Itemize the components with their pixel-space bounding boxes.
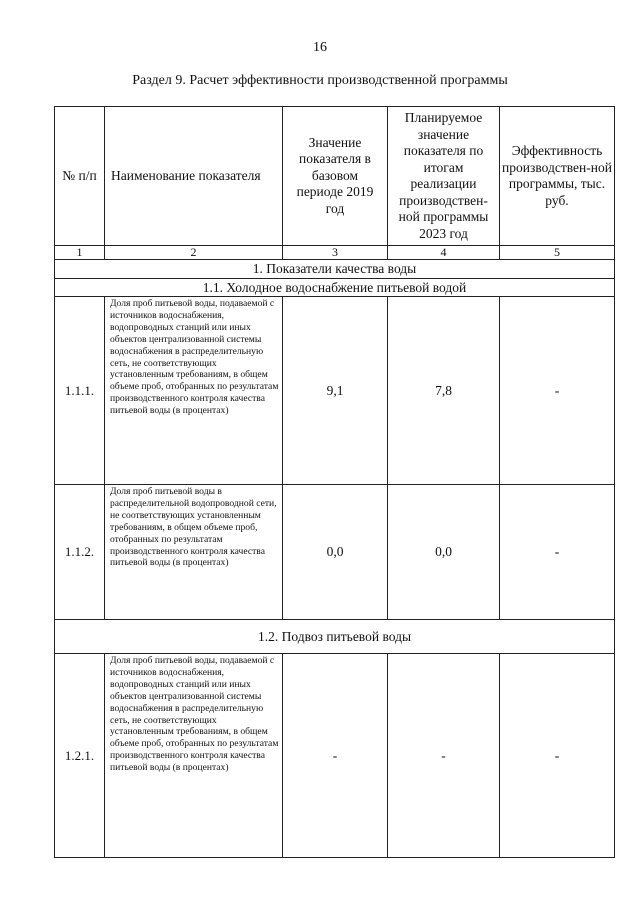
planned-value: - <box>388 654 500 858</box>
base-value: 0,0 <box>283 485 388 620</box>
planned-value: 7,8 <box>388 297 500 485</box>
page-number: 16 <box>313 40 327 55</box>
header-number: № п/п <box>55 107 105 246</box>
column-numbers-row <box>55 246 615 260</box>
subsection-heading: 1.2. Подвоз питьевой воды <box>55 620 615 654</box>
efficiency-value: - <box>500 297 615 485</box>
section-title: Раздел 9. Расчет эффективности производственной программы <box>132 73 508 88</box>
indicator-name: Доля проб питьевой воды, подаваемой с источников водоснабжения, водопроводных станций или иных объектов централизованной системы водоснабжения в распределительную сеть, не соответствующих установленным требованиям, в общем объеме проб, отобранных по результатам производственного контроля качества питьевой воды (в процентах) <box>105 654 283 858</box>
table-row <box>55 485 615 620</box>
header-planned-value: Планируемое значение показателя по итогам реализации производствен-ной программы 2023 год <box>388 107 500 246</box>
subsection-row <box>55 279 615 297</box>
section-row <box>55 260 615 279</box>
column-number: 3 <box>283 246 388 260</box>
column-number: 4 <box>388 246 500 260</box>
planned-value: 0,0 <box>388 485 500 620</box>
column-number: 2 <box>105 246 283 260</box>
table-row <box>55 297 615 485</box>
header-name: Наименование показателя <box>105 107 283 246</box>
table-row <box>55 654 615 858</box>
header-efficiency: Эффективность производствен-ной программы, тыс. руб. <box>500 107 615 246</box>
table-header-row <box>55 107 615 246</box>
efficiency-value: - <box>500 654 615 858</box>
header-base-value: Значение показателя в базовом периоде 2019 год <box>283 107 388 246</box>
row-number: 1.1.1. <box>55 297 105 485</box>
indicator-name: Доля проб питьевой воды в распределительной водопроводной сети, не соответствующих установленным требованиям, в общем объеме проб, отобранных по результатам производственного контроля качества питьевой воды (в процентах) <box>105 485 283 620</box>
base-value: 9,1 <box>283 297 388 485</box>
column-number: 1 <box>55 246 105 260</box>
subsection-row <box>55 620 615 654</box>
efficiency-table <box>54 106 615 858</box>
subsection-heading: 1.1. Холодное водоснабжение питьевой водой <box>55 279 615 297</box>
efficiency-value: - <box>500 485 615 620</box>
column-number: 5 <box>500 246 615 260</box>
row-number: 1.2.1. <box>55 654 105 858</box>
row-number: 1.1.2. <box>55 485 105 620</box>
base-value: - <box>283 654 388 858</box>
section-heading: 1. Показатели качества воды <box>55 260 615 279</box>
indicator-name: Доля проб питьевой воды, подаваемой с источников водоснабжения, водопроводных станций или иных объектов централизованной системы водоснабжения в распределительную сеть, не соответствующих установленным требованиям, в общем объеме проб, отобранных по результатам производственного контроля качества питьевой воды (в процентах) <box>105 297 283 485</box>
